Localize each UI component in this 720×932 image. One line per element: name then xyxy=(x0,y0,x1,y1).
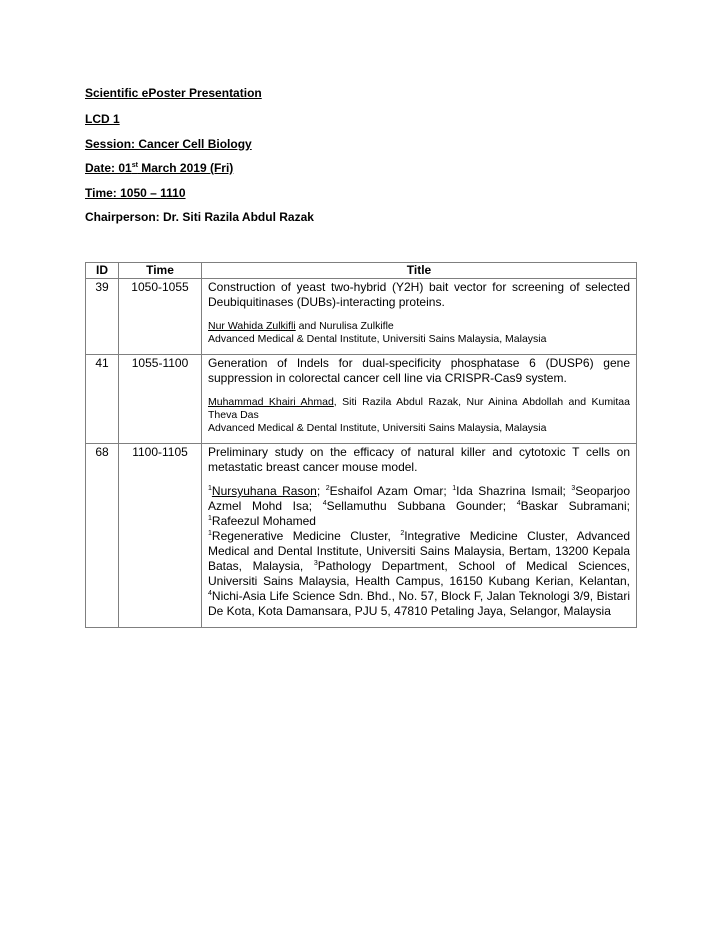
abstract-title: Generation of Indels for dual-specificity phosphatase 6 (DUSP6) gene suppression in colorectal cancer cell line via CRISPR-Cas9 system. xyxy=(208,356,630,385)
author-entry: $^1$Ida Shazrina Ismail; xyxy=(452,484,572,498)
author-list xyxy=(208,484,630,529)
time-label: Time: 1050 – 1110 xyxy=(85,186,186,200)
row-entry xyxy=(202,279,637,355)
abstract-title: Preliminary study on the efficacy of natural killer and cytotoxic T cells on metastatic breast cancer mouse model. xyxy=(208,445,630,474)
table-row xyxy=(86,279,637,355)
presenting-author: Nursyuhana Rason xyxy=(211,484,317,498)
author-entry: $^4$Sellamuthu Subbana Gounder; xyxy=(322,499,517,513)
author-list xyxy=(208,320,630,333)
event-title: Scientific ePoster Presentation xyxy=(85,86,262,100)
row-entry xyxy=(202,444,637,628)
col-header-id: ID xyxy=(86,263,119,279)
date-rest: March 2019 (Fri) xyxy=(137,161,234,175)
session-label: Session: Cancer Cell Biology xyxy=(85,137,252,151)
author-entry: $^3$Seoparjoo Azmel Mohd Isa; xyxy=(208,484,631,513)
row-time: 1050-1055 xyxy=(119,279,202,355)
date-prefix: Date: 01 xyxy=(85,161,132,175)
co-authors: , Siti Razila Abdul Razak, Nur Ainina Abdollah and Kumitaa Theva Das xyxy=(208,396,630,421)
author-entry: $^1$Rafeezul Mohamed xyxy=(208,514,316,528)
date-label xyxy=(85,161,233,175)
author-list xyxy=(208,396,630,422)
author-entry: $^2$Eshaifol Azam Omar; xyxy=(325,484,453,498)
affiliation: Advanced Medical & Dental Institute, Universiti Sains Malaysia, Malaysia xyxy=(208,333,547,345)
row-entry xyxy=(202,355,637,444)
chairperson-label: Chairperson: Dr. Siti Razila Abdul Razak xyxy=(85,210,314,224)
affiliation: Advanced Medical & Dental Institute, Universiti Sains Malaysia, Malaysia xyxy=(208,422,547,434)
col-header-title: Title xyxy=(202,263,637,279)
schedule-table xyxy=(85,262,637,628)
row-id: 68 xyxy=(86,444,119,628)
row-time: 1100-1105 xyxy=(119,444,202,628)
presenting-author: Nur Wahida Zulkifli xyxy=(208,320,296,332)
row-time: 1055-1100 xyxy=(119,355,202,444)
affiliation-list: $^1$Regenerative Medicine Cluster, $^2$Integrative Medicine Cluster, Advanced Medical and Dental Institute, Universiti Sains Malaysia, Bertam, 13200 Kepala Batas, Malaysia, $^3$Pathology Department, School of Medical Sciences, Universiti Sains Malaysia, Health Campus, 16150 Kubang Kerian, Kelantan, $^4$Nichi-Asia Life Science Sdn. Bhd., No. 57, Block F, Jalan Teknologi 3/9, Bistari De Kota, Kota Damansara, PJU 5, 47810 Petaling Jaya, Selangor, Malaysia xyxy=(208,529,630,618)
table-row xyxy=(86,355,637,444)
author-entry: $^1$Nursyuhana Rason; xyxy=(208,484,326,498)
presenting-author: Muhammad Khairi Ahmad xyxy=(208,396,334,408)
abstract-title: Construction of yeast two-hybrid (Y2H) bait vector for screening of selected Deubiquitinases (DUBs)-interacting proteins. xyxy=(208,280,630,309)
col-header-time: Time xyxy=(119,263,202,279)
row-id: 41 xyxy=(86,355,119,444)
author-entry: $^4$Baskar Subramani; xyxy=(516,499,630,513)
table-header-row xyxy=(86,263,637,279)
row-id: 39 xyxy=(86,279,119,355)
co-authors: and Nurulisa Zulkifle xyxy=(295,320,394,332)
lcd-label: LCD 1 xyxy=(85,112,120,126)
table-row xyxy=(86,444,637,628)
date-suffix-sup: st xyxy=(131,162,138,169)
